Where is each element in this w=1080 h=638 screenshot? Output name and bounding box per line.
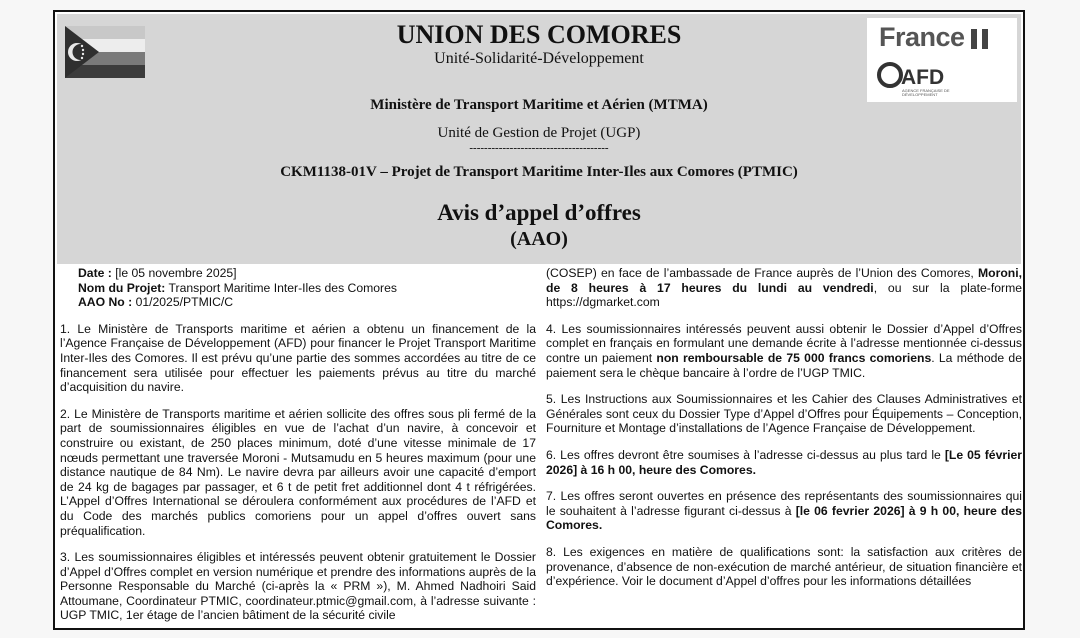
paragraph-6 [546, 448, 1022, 477]
france-afd-logo [867, 18, 1017, 102]
p4-text: 4. Les soumissionnaires intéressés peuvent aussi obtenir le Dossier d’Appel d’Offres complet en français en formulant une demande écrite à l’adresse mentionnée ci-dessus contre un paiement [546, 321, 1022, 365]
p3-hours: Moroni, de 8 heures à 17 heures du lundi au vendredi [546, 266, 1022, 295]
country-name: UNION DES COMORES [396, 20, 682, 49]
national-motto: Unité-Solidarité-Développement [434, 50, 644, 67]
project-value: Transport Maritime Inter-Iles des Comores [168, 280, 397, 295]
aao-label: AAO No : [78, 295, 133, 310]
right-column [546, 266, 1022, 601]
separator-line: -------------------------------------- [469, 142, 609, 154]
france-logo-text: France [879, 22, 965, 52]
paragraph-2: 2. Le Ministère de Transports maritime et aérien sollicite des offres sous pli fermé de la part de soumissionnaires éligibles en vue de l’achat d’un navire, à concevoir et construire ou existant, de 250 places minimum, doté d’une vitesse minimale de 17 nœuds permettant une traversée Moroni - Mutsamudu en 5 heures maximum (pour une distance nautique de 84 Nm). Le navire devra par ailleurs avoir une capacité d’emport de 24 kg de bagages par passager, et 6 t de petit fret additionnel dont 4 t réfrigérées. L’Appel d’Offres International se déroulera conformément aux procédures de l’AFD et du Code des marchés publics comoriens pour un appel d’offres ouvert sans préqualification. [60, 406, 536, 538]
p3-platform: , ou sur la plate-forme https://dgmarket.com [546, 280, 1022, 310]
p7-text: 7. Les offres seront ouvertes en présence des représentants des soumissionnaires qui le souhaitent à l’adresse figurant ci-dessus à [546, 489, 1022, 518]
date-line [78, 266, 536, 281]
aao-line [78, 295, 536, 310]
paragraph-8: 8. Les exigences en matière de qualifications sont: la satisfaction aux critères de provenance, d’absence de non-exécution de marché antérieur, de situation financière et d’expérience. Voir le document d’Appel d’offres pour les informations détaillées [546, 544, 1022, 589]
notice-header [57, 14, 1021, 264]
paragraph-3: 3. Les soumissionnaires éligibles et intéressés peuvent obtenir gratuitement le Dossier d’Appel d’Offres complet en version numérique et prendre des informations auprès de la Personne Responsable du Marché (ci-après la « PRM »), M. Ahmed Nadhoiri Said Attoumane, Coordinateur PTMIC, coordinateur.ptmic@gmail.com, à l’adresse suivante : UGP TMIC, 1er étage de l’ancien bâtiment de la sécurité civile [60, 550, 536, 623]
notice-meta [60, 266, 536, 310]
p4-fee: non remboursable de 75 000 francs comoriens [656, 350, 932, 365]
date-label: Date : [78, 266, 112, 280]
p3-cont-text: (COSEP) en face de l’ambassade de France auprès de l’Union des Comores, [546, 266, 978, 280]
left-column [60, 266, 536, 635]
project-line [78, 281, 536, 296]
afd-circle-icon [877, 62, 903, 88]
ministry-name: Ministère de Transport Maritime et Aérien (MTMA) [370, 97, 708, 113]
project-label: Nom du Projet: [78, 280, 166, 295]
paragraph-1: 1. Le Ministère de Transports maritime et aérien a obtenu un financement de la l’Agence Française de Développement (AFD) pour financer le Projet Transport Maritime Inter-Iles des Comores. Il est prévu qu’une partie des sommes accordées au titre de ce financement sera utilisée pour effectuer les paiements prévus au titre du marché d’acquisition du navire. [60, 321, 536, 395]
unit-name: Unité de Gestion de Projet (UGP) [437, 125, 641, 141]
notice-subtitle: (AAO) [510, 228, 568, 250]
paragraph-4 [546, 322, 1022, 380]
notice-frame [53, 10, 1025, 630]
date-value: [le 05 novembre 2025] [115, 266, 237, 280]
p4-payment: . La méthode de paiement sera le chèque bancaire à l’ordre de l’UGP TMIC. [546, 350, 1022, 380]
notice-title: Avis d’appel d’offres [437, 200, 641, 225]
france-flag-bars-icon [971, 29, 993, 54]
p6-text: 6. Les offres devront être soumises à l’adresse ci-dessus au plus tard le [546, 447, 945, 462]
paragraph-5: 5. Les Instructions aux Soumissionnaires et les Cahier des Clauses Administratives et Générales sont ceux du Dossier Type d’Appel d’Offres pour Équipements – Conception, Fourniture et Montage d’installations de l’Agence Française de Développement. [546, 392, 1022, 436]
afd-logo-text: AFD [901, 66, 945, 89]
paragraph-7 [546, 489, 1022, 533]
p7-opening-date: [le 06 fevrier 2026] à 9 h 00, heure des Comores. [546, 503, 1022, 533]
afd-logo-subtext: AGENCE FRANÇAISE DE DÉVELOPPEMENT [902, 88, 950, 97]
paragraph-3-continued [546, 266, 1022, 310]
p6-deadline: [Le 05 février 2026] à 16 h 00, heure des Comores. [546, 447, 1022, 477]
project-reference: CKM1138-01V – Projet de Transport Maritime Inter-Iles aux Comores (PTMIC) [280, 164, 798, 180]
aao-value: 01/2025/PTMIC/C [135, 295, 234, 310]
